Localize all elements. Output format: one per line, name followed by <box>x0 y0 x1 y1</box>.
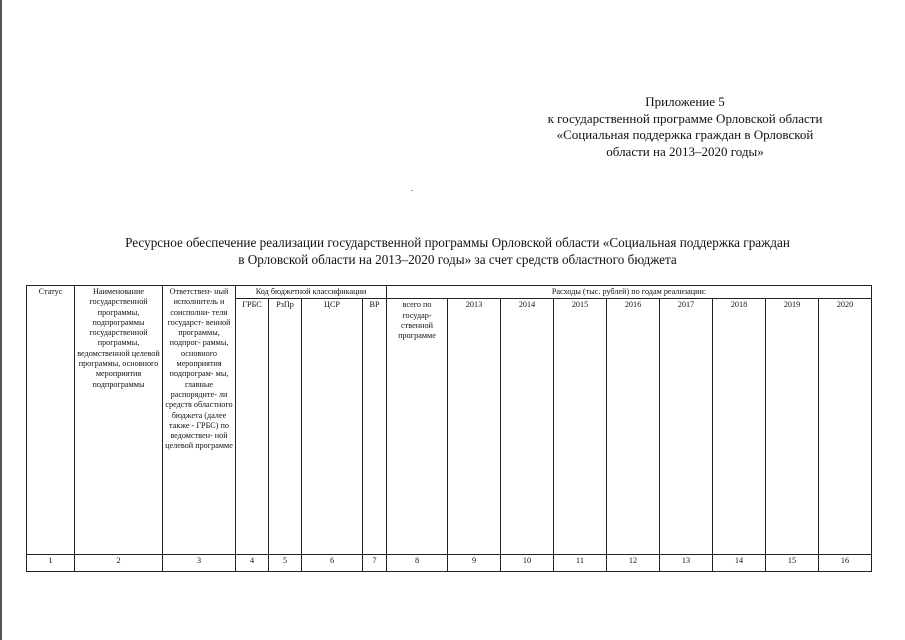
header-name: Наименование государственной программы, подпрограммы государственной программы, ведомственной целевой программы, основного мероприятия подпрограммы <box>75 286 163 555</box>
header-budget-code: Код бюджетной классификации <box>236 286 387 299</box>
header-year: 2013 <box>448 299 501 555</box>
column-number: 4 <box>236 555 269 572</box>
header-year: 2020 <box>819 299 872 555</box>
header-executor: Ответствен- ный исполнитель и соисполни- тели государст- венной программы, подпрог- раммы, основного мероприятия подпрограм- мы, главные распорядите- ли средств областного бюджета (далее также - ГРБС) по ведомствен- ной целевой программе <box>163 286 236 555</box>
scan-speck <box>411 190 413 191</box>
column-number: 5 <box>269 555 302 572</box>
column-number: 13 <box>660 555 713 572</box>
column-number: 16 <box>819 555 872 572</box>
column-number: 7 <box>363 555 387 572</box>
title-line: Ресурсное обеспечение реализации государственной программы Орловской области «Социальная поддержка граждан <box>125 235 790 250</box>
column-number: 1 <box>27 555 75 572</box>
column-number: 9 <box>448 555 501 572</box>
header-status: Статус <box>27 286 75 555</box>
column-number: 14 <box>713 555 766 572</box>
header-year: 2017 <box>660 299 713 555</box>
header-expenses: Расходы (тыс. рублей) по годам реализации: <box>387 286 872 299</box>
header-rzpr: РзПр <box>269 299 302 555</box>
column-number-row <box>27 555 872 572</box>
appendix-line: Приложение 5 <box>645 94 725 109</box>
appendix-line: области на 2013–2020 годы» <box>606 143 764 159</box>
appendix-note <box>505 94 865 160</box>
appendix-line: к государственной программе Орловской области <box>547 110 823 126</box>
appendix-line: «Социальная поддержка граждан в Орловской <box>556 127 814 142</box>
header-year: 2015 <box>554 299 607 555</box>
header-csr: ЦСР <box>302 299 363 555</box>
page-edge-line <box>0 0 2 640</box>
column-number: 12 <box>607 555 660 572</box>
column-number: 6 <box>302 555 363 572</box>
header-grbs: ГРБС <box>236 299 269 555</box>
header-year: 2016 <box>607 299 660 555</box>
column-number: 15 <box>766 555 819 572</box>
column-number: 11 <box>554 555 607 572</box>
column-number: 3 <box>163 555 236 572</box>
header-year: 2014 <box>501 299 554 555</box>
column-number: 10 <box>501 555 554 572</box>
resource-table <box>26 285 872 572</box>
header-year: 2019 <box>766 299 819 555</box>
header-vr: ВР <box>363 299 387 555</box>
document-title <box>40 234 875 268</box>
title-line: в Орловской области на 2013–2020 годы» за счет средств областного бюджета <box>238 252 677 267</box>
column-number: 2 <box>75 555 163 572</box>
header-total: всего по государ- ственной программе <box>387 299 448 555</box>
column-number: 8 <box>387 555 448 572</box>
header-year: 2018 <box>713 299 766 555</box>
